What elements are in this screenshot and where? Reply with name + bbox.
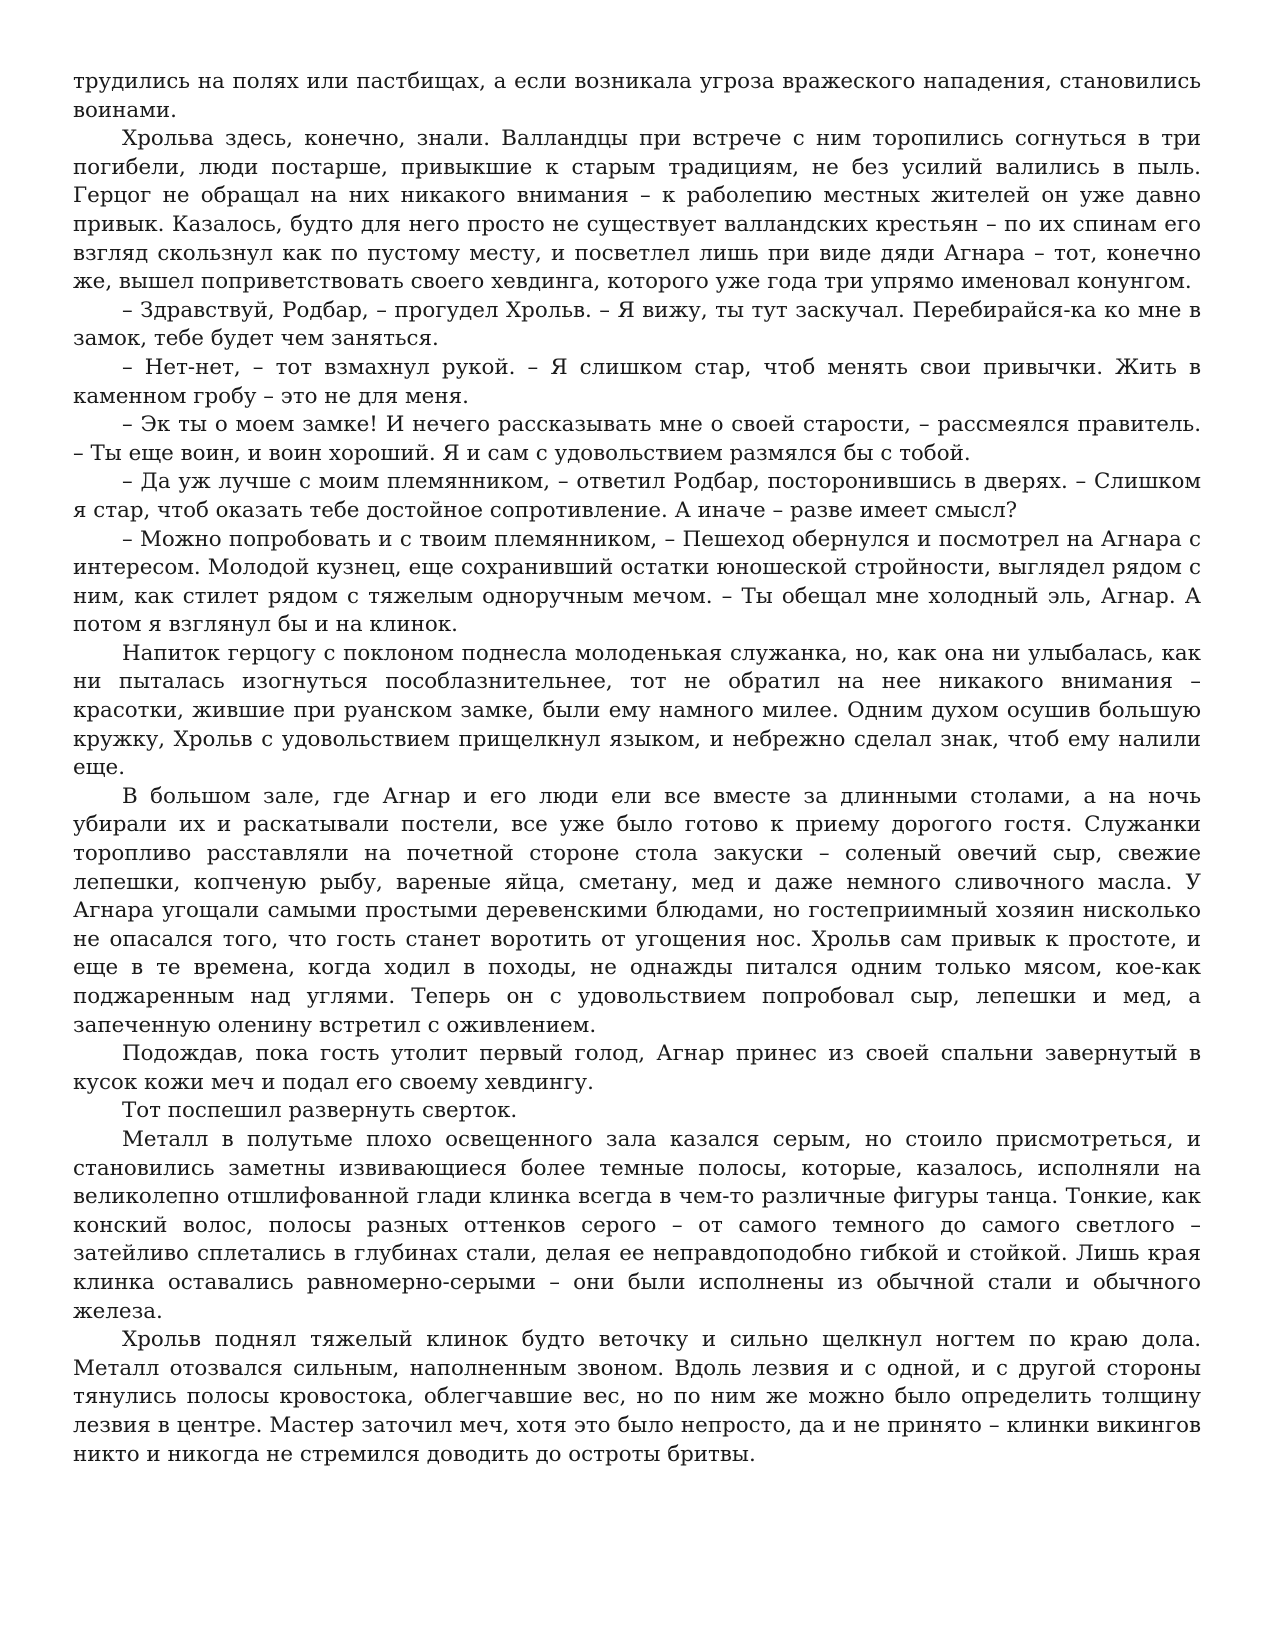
paragraph-11: Тот поспешил развернуть сверток. [122,1098,518,1124]
paragraph-7: – Можно попробовать и с твоим племянником, – Пешеход обернулся и посмотрел на Агнара с интересом. Молодой кузнец, еще сохранивший остатки юношеской стройности, выглядел рядом с ним, как стилет рядом с тяжелым одноручным мечом. – Ты обещал мне холодный эль, Агнар. А потом я взглянул бы и на клинок. [73,526,1201,638]
paragraph-13: Хрольв поднял тяжелый клинок будто веточку и сильно щелкнул ногтем по краю дола. Металл отозвался сильным, наполненным звоном. Вдоль лезвия и с одной, и с другой стороны тянулись полосы кровостока, облегчавшие вес, но по ним же можно было определить толщину лезвия в центре. Мастер заточил меч, хотя это было непросто, да и не принято – клинки викингов никто и никогда не стремился доводить до остроты бритвы. [73,1327,1201,1467]
paragraph-1: трудились на полях или пастбищах, а если возникала угроза вражеского нападения, становились воинами. [73,69,1201,123]
paragraph-5: – Эк ты о моем замке! И нечего рассказывать мне о своей старости, – рассмеялся правитель. – Ты еще воин, и воин хороший. Я и сам с удовольствием размялся бы с тобой. [73,412,1201,466]
paragraph-10: Подождав, пока гость утолит первый голод, Агнар принес из своей спальни завернутый в кусок кожи меч и подал его своему хевдингу. [73,1041,1201,1095]
paragraph-3: – Здравствуй, Родбар, – прогудел Хрольв. – Я вижу, ты тут заскучал. Перебирайся-ка ко мне в замок, тебе будет чем заняться. [73,297,1201,352]
paragraph-9: В большом зале, где Агнар и его люди ели все вместе за длинными столами, а на ночь убирали их и раскатывали постели, все уже было готово к приему дорогого гостя. Служанки торопливо расставляли на почетной стороне стола закуски – соленый овечий сыр, свежие лепешки, копченую рыбу, вареные яйца, сметану, мед и даже немного сливочного масла. У Агнара угощали самыми простыми деревенскими блюдами, но гостеприимный хозяин нисколько не опасался того, что гость станет воротить от угощения нос. Хрольв сам привык к простоте, и еще в те времена, когда ходил в походы, не однажды питался одним только мясом, кое-как поджаренным над углями. Теперь он с удовольствием попробовал сыр, лепешки и мед, а запеченную оленину встретил с оживлением. [73,783,1201,1038]
paragraph-2: Хрольва здесь, конечно, знали. Валландцы при встрече с ним торопились согнуться в три погибели, люди постарше, привыкшие к старым традициям, не без усилий валились в пыль. Герцог не обращал на них никакого внимания – к раболепию местных жителей он уже давно привык. Казалось, будто для него просто не существует валландских крестьян – по их спинам его взгляд скользнул как по пустому месту, и посветлел лишь при виде дяди Агнара – тот, конечно же, вышел поприветствовать своего хевдинга, которого уже года три упрямо именовал конунгом. [73,126,1201,295]
document-page [73,68,1201,1469]
paragraph-6: – Да уж лучше с моим племянником, – ответил Родбар, посторонившись в дверях. – Слишком я стар, чтоб оказать тебе достойное сопротивление. А иначе – разве имеет смысл? [73,469,1201,523]
paragraph-8: Напиток герцогу с поклоном поднесла молоденькая служанка, но, как она ни улыбалась, как ни пыталась изогнуться пособлазнительнее, тот не обратил на нее никакого внимания – красотки, жившие при руанском замке, были ему намного милее. Одним духом осушив большую кружку, Хрольв с удовольствием прищелкнул языком, и небрежно сделал знак, чтоб ему налили еще. [73,640,1201,781]
paragraph-12: Металл в полутьме плохо освещенного зала казался серым, но стоило присмотреться, и становились заметны извивающиеся более темные полосы, которые, казалось, исполняли на великолепно отшлифованной глади клинка всегда в чем-то различные фигуры танца. Тонкие, как конский волос, полосы разных оттенков серого – от самого темного до самого светлого – затейливо сплетались в глубинах стали, делая ее неправдоподобно гибкой и стойкой. Лишь края клинка оставались равномерно-серыми – они были исполнены из обычной стали и обычного железа. [73,1126,1201,1324]
paragraph-4: – Нет-нет, – тот взмахнул рукой. – Я слишком стар, чтоб менять свои привычки. Жить в каменном гробу – это не для меня. [73,354,1201,409]
